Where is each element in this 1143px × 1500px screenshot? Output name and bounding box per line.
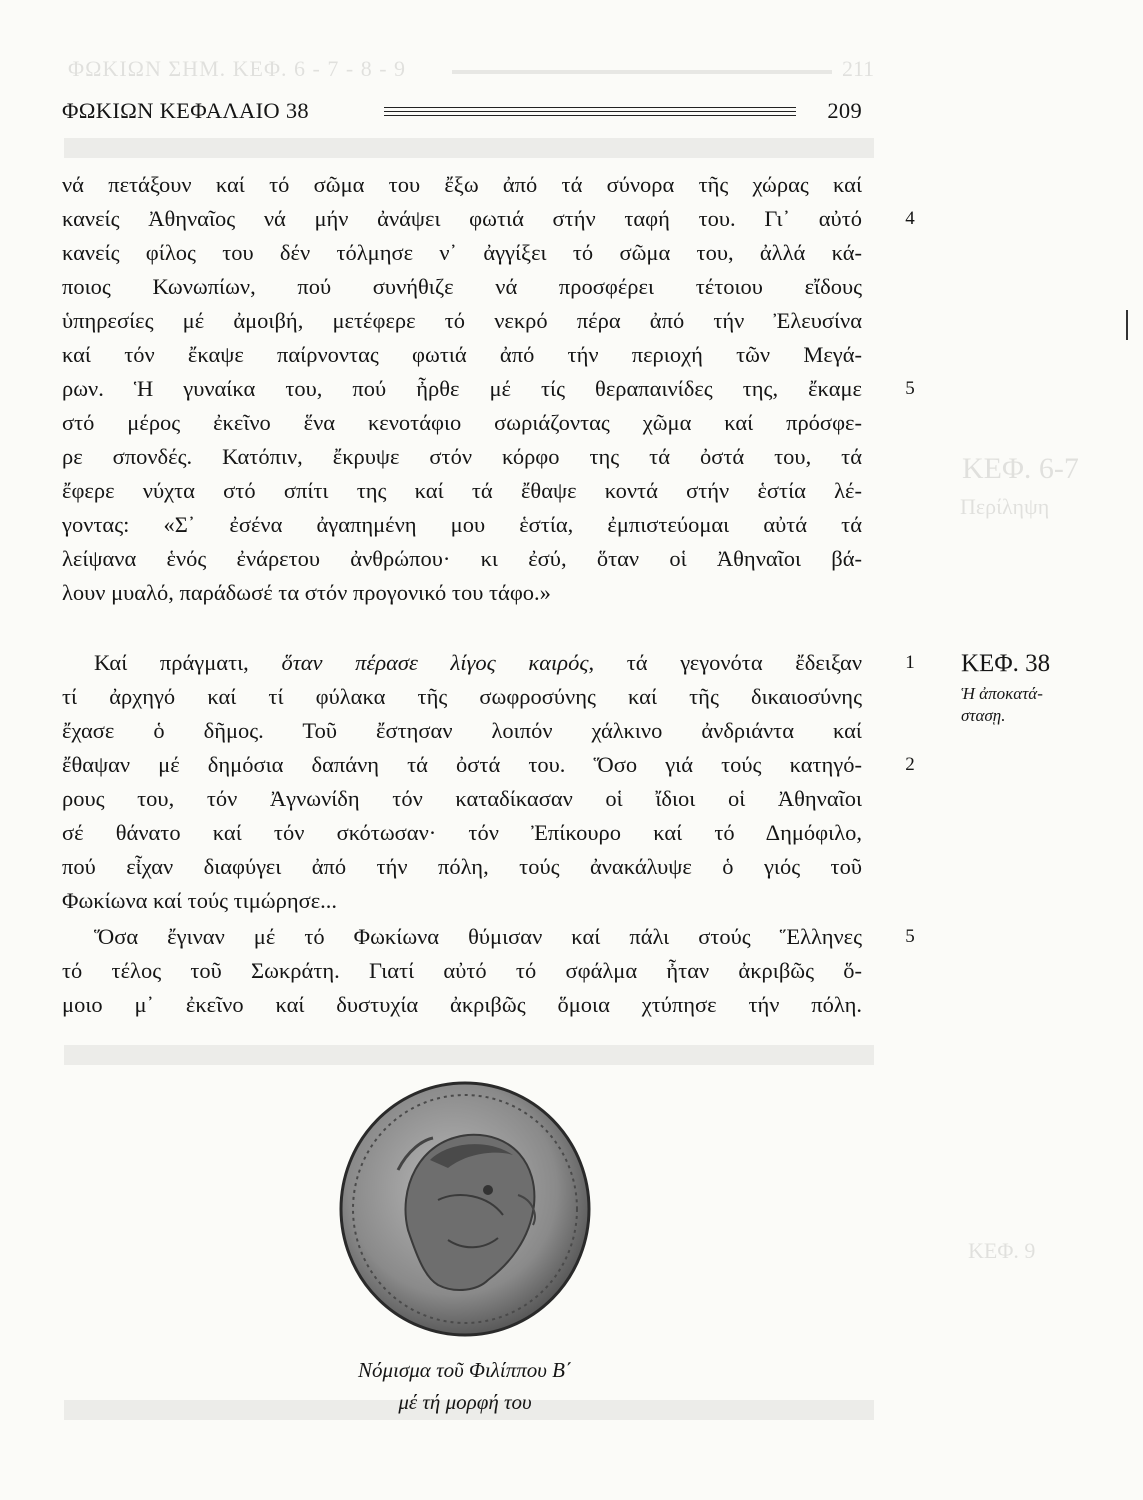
text-line: ρους του, τόν Ἀγνωνίδη τόν καταδίκασαν οἱ ἴδιοι οἱ Ἀθηναῖοι [62,786,862,811]
header-rule [384,111,796,112]
text-line: ἔθαψαν μέ δημόσια δαπάνη τά ὀστά του. Ὅσο γιά τούς κατηγό- [62,752,862,777]
text-line: Φωκίωνα καί τούς τιμώρησε... [62,888,338,913]
text-line: λουν μυαλό, παράδωσέ τα στόν προγονικό του τάφο.» [62,580,551,605]
text-line [94,646,862,680]
text-line: ἔφερε νύχτα στό σπίτι της καί τά ἔθαψε κοντά στήν ἑστία λέ- [62,478,862,503]
ghost-text: Περίληψη [960,494,1050,519]
ghost-text: ΚΕΦ. 6-7 [962,452,1079,485]
figure-caption-line2: μέ τή μορφή του [398,1390,532,1414]
coin-image [338,1080,592,1338]
verse-number: 2 [905,754,915,775]
header-title: ΦΩΚΙΩΝ ΚΕΦΑΛΑΙΟ 38 [62,98,309,123]
text-line: νά πετάξουν καί τό σῶμα του ἔξω ἀπό τά σύνορα τῆς χώρας καί [62,172,862,197]
text-line: ἔχασε ὁ δῆμος. Τοῦ ἔστησαν λοιπόν χάλκινο ἀνδριάντα καί [62,718,862,743]
text-line: ρων. Ἡ γυναίκα του, πού ἦρθε μέ τίς θεραπαινίδες της, ἔκαμε [62,376,862,401]
edge-mark [1126,310,1128,340]
text-line: πού εἶχαν διαφύγει ἀπό τήν πόλη, τούς ἀνακάλυψε ὁ γιός τοῦ [62,854,862,879]
header-rule [384,107,796,108]
ghost-band [64,138,874,158]
text-line: ρε σπονδές. Κατόπιν, ἔκρυψε στόν κόρφο της τά ὀστά του, τά [62,444,862,469]
ghost-rule [452,70,832,74]
ghost-text: 211 [842,56,875,81]
verse-number: 4 [905,208,915,229]
running-header [62,98,862,128]
verse-number: 5 [905,926,915,947]
ghost-text: ΚΕΦ. 9 [968,1238,1036,1263]
text-line: τό τέλος τοῦ Σωκράτη. Γιατί αὐτό τό σφάλμα ἦταν ἀκριβῶς ὅ- [62,958,862,983]
text-line: λείψανα ἑνός ἐνάρετου ἀνθρώπου· κι ἐσύ, ὅταν οἱ Ἀθηναῖοι βά- [62,546,862,571]
text-line: ποιος Κωνωπίων, πού συνήθιζε νά προσφέρει τέτοιου εἴδους [62,274,862,299]
text-line: τί ἀρχηγό καί τί φύλακα τῆς σωφροσύνης καί τῆς δικαιοσύνης [62,684,862,709]
verse-number: 1 [905,652,915,673]
margin-chapter-subtitle: Ἡ ἀποκατά- στασῃ. [961,684,1043,725]
margin-chapter-heading: ΚΕΦ. 38 [961,650,1051,677]
text-line: καί τόν ἔκαψε παίρνοντας φωτιά ἀπό τήν περιοχή τῶν Μεγά- [62,342,862,367]
text-line: μοιο μ᾿ ἐκεῖνο καί δυστυχία ἀκριβῶς ὅμοια χτύπησε τήν πόλη. [62,992,862,1017]
text-line: Ὅσα ἔγιναν μέ τό Φωκίωνα θύμισαν καί πάλι στούς Ἕλληνες [94,924,862,949]
verse-number: 5 [905,378,915,399]
text-line: κανείς Ἀθηναῖος νά μήν ἀνάψει φωτιά στήν ταφή του. Γι᾿ αὐτό [62,206,862,231]
text-line: στό μέρος ἐκεῖνο ἕνα κενοτάφιο σωριάζοντας χῶμα καί πρόσφε- [62,410,862,435]
ghost-text: ΦΩΚΙΩΝ ΣΗΜ. ΚΕΦ. 6 - 7 - 8 - 9 [68,56,407,81]
italic-phrase: ὅταν πέρασε λίγος καιρός [281,650,589,675]
text-span: Καί πράγματι, [94,650,282,675]
text-line: γοντας: «Σ᾿ ἐσένα ἀγαπημένη μου ἑστία, ἐμπιστεύομαι αὐτά τά [62,512,862,537]
page-number: 209 [827,98,862,123]
header-rule [384,115,796,116]
text-line: σέ θάνατο καί τόν σκότωσαν· τόν Ἐπίκουρο καί τό Δημόφιλο, [62,820,862,845]
text-span: , τά γεγονότα ἔδειξαν [588,650,862,675]
text-line: ὑπηρεσίες μέ ἀμοιβή, μετέφερε τό νεκρό πέρα ἀπό τήν Ἐλευσίνα [62,308,862,333]
ghost-band [64,1045,874,1065]
figure-caption-line1: Νόμισμα τοῦ Φιλίππου Β΄ [358,1358,572,1382]
text-line: κανείς φίλος του δέν τόλμησε ν᾿ ἀγγίξει τό σῶμα του, ἀλλά κά- [62,240,862,265]
